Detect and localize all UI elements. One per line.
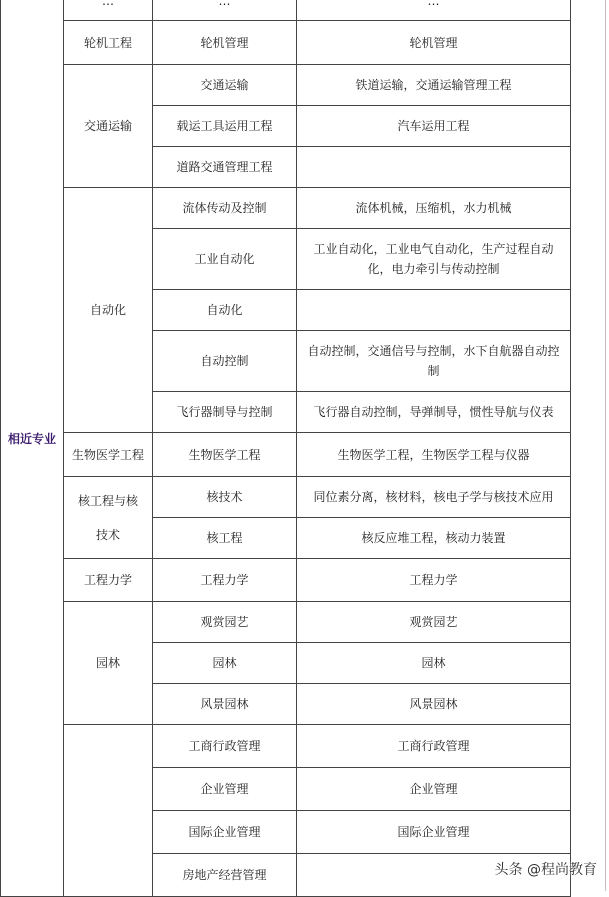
table-row [1, 0, 571, 21]
category-cell: … [64, 0, 153, 21]
major-cell: 载运工具运用工程 [153, 106, 297, 147]
major-cell: 国际企业管理 [153, 811, 297, 854]
related-majors-cell: 汽车运用工程 [297, 106, 571, 147]
major-cell: 工商行政管理 [153, 725, 297, 768]
related-majors-cell: 轮机管理 [297, 21, 571, 65]
category-cell: 生物医学工程 [64, 433, 153, 477]
major-cell: 房地产经营管理 [153, 854, 297, 897]
related-majors-cell: 园林 [297, 643, 571, 684]
category-cell [64, 725, 153, 897]
related-majors-cell [297, 290, 571, 331]
related-majors-cell: … [297, 0, 571, 21]
related-majors-cell: 同位素分离，核材料，核电子学与核技术应用 [297, 477, 571, 518]
major-cell: 工业自动化 [153, 229, 297, 290]
related-majors-cell: 风景园林 [297, 684, 571, 725]
related-majors-cell: 飞行器自动控制，导弹制导，惯性导航与仪表 [297, 392, 571, 433]
table-row [1, 65, 571, 106]
related-majors-cell: 观赏园艺 [297, 602, 571, 643]
major-cell: 流体传动及控制 [153, 188, 297, 229]
related-majors-cell: 铁道运输，交通运输管理工程 [297, 65, 571, 106]
related-majors-cell [297, 147, 571, 188]
related-majors-cell: 工商行政管理 [297, 725, 571, 768]
related-majors-cell: 企业管理 [297, 768, 571, 811]
section-label: 相近专业 [1, 0, 64, 897]
major-cell: 风景园林 [153, 684, 297, 725]
related-majors-cell: 国际企业管理 [297, 811, 571, 854]
related-majors-cell: 核反应堆工程，核动力装置 [297, 518, 571, 559]
related-majors-cell: 生物医学工程，生物医学工程与仪器 [297, 433, 571, 477]
major-cell: 自动化 [153, 290, 297, 331]
major-cell: 生物医学工程 [153, 433, 297, 477]
major-cell: … [153, 0, 297, 21]
related-majors-cell: 自动控制，交通信号与控制，水下自航器自动控制 [297, 331, 571, 392]
major-cell: 园林 [153, 643, 297, 684]
table-row [1, 477, 571, 518]
category-cell: 轮机工程 [64, 21, 153, 65]
table-row [1, 559, 571, 602]
category-cell: 自动化 [64, 188, 153, 433]
table-row [1, 188, 571, 229]
major-cell: 轮机管理 [153, 21, 297, 65]
watermark: 头条 @程尚教育 [494, 862, 597, 878]
table-row [1, 433, 571, 477]
table-row [1, 602, 571, 643]
major-cell: 核工程 [153, 518, 297, 559]
major-cell: 企业管理 [153, 768, 297, 811]
major-cell: 自动控制 [153, 331, 297, 392]
major-cell: 核技术 [153, 477, 297, 518]
major-cell: 工程力学 [153, 559, 297, 602]
category-cell: 交通运输 [64, 65, 153, 188]
major-cell: 道路交通管理工程 [153, 147, 297, 188]
major-cell: 观赏园艺 [153, 602, 297, 643]
related-majors-cell: 流体机械，压缩机，水力机械 [297, 188, 571, 229]
related-majors-cell: 工程力学 [297, 559, 571, 602]
major-cell: 飞行器制导与控制 [153, 392, 297, 433]
related-majors-cell: 工业自动化，工业电气自动化，生产过程自动化，电力牵引与传动控制 [297, 229, 571, 290]
table-row [1, 725, 571, 768]
category-cell: 园林 [64, 602, 153, 725]
major-cell: 交通运输 [153, 65, 297, 106]
category-cell: 核工程与核技术 [64, 477, 153, 559]
table-row [1, 21, 571, 65]
category-cell: 工程力学 [64, 559, 153, 602]
